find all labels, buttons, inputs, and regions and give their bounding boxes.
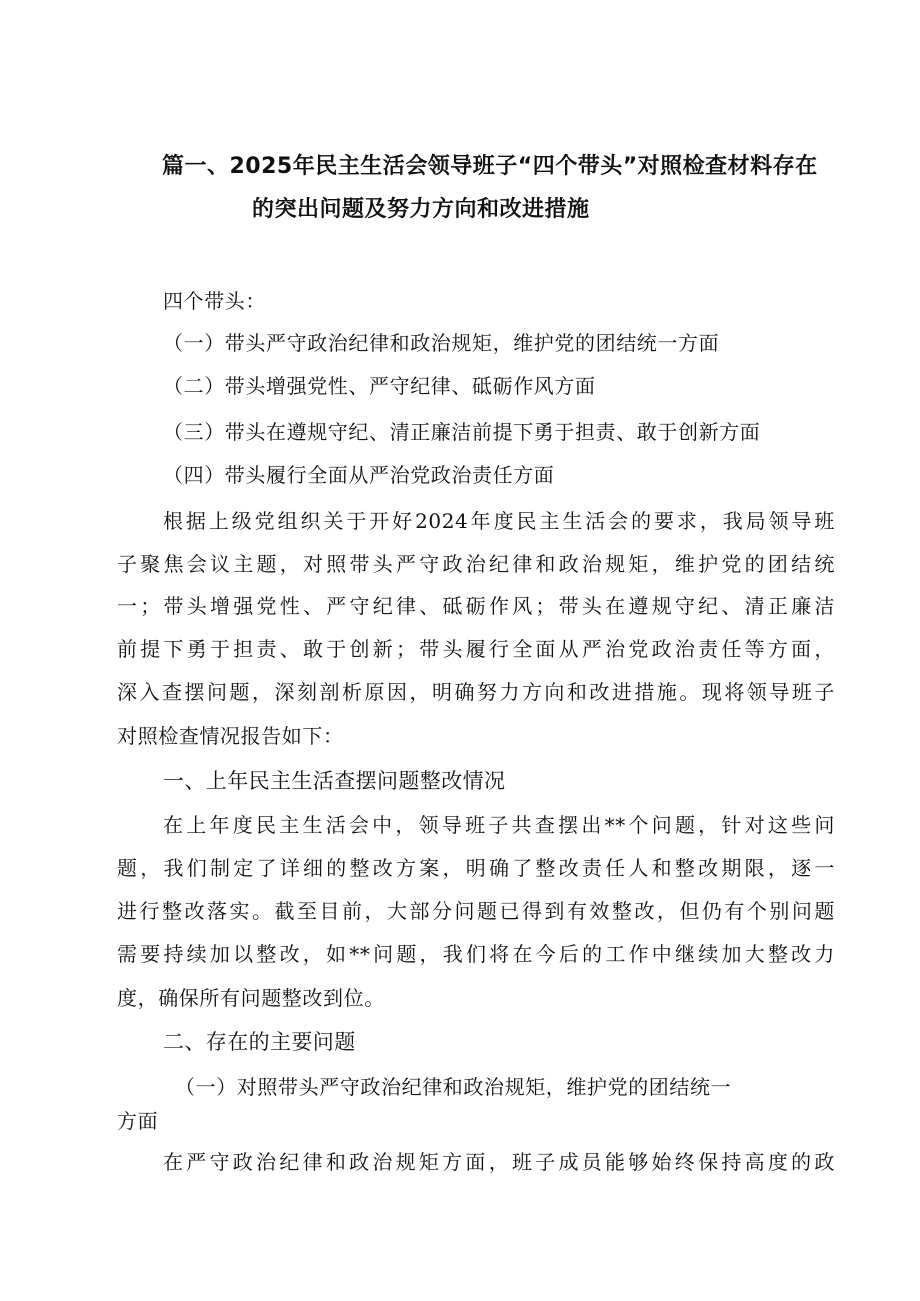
paragraph-line: 前提下勇于担责、敢于创新；带头履行全面从严治党政治责任等方面， xyxy=(117,637,835,661)
section-heading-2: 二、存在的主要问题 xyxy=(163,1030,356,1054)
list-item: （四）带头履行全面从严治党政治责任方面 xyxy=(163,463,555,487)
paragraph-line: 进行整改落实。截至目前，大部分问题已得到有效整改，但仍有个别问题 xyxy=(117,899,835,923)
list-item: （一）带头严守政治纪律和政治规矩，维护党的团结统一方面 xyxy=(163,331,720,355)
subsection-heading-line: （一）对照带头严守政治纪律和政治规矩，维护党的团结统一 xyxy=(175,1075,732,1099)
paragraph-line: 对照检查情况报告如下： xyxy=(117,724,344,748)
intro-label: 四个带头： xyxy=(163,289,266,313)
document-title-line-2: 的突出问题及努力方向和改进措施 xyxy=(252,197,590,222)
document-title-line-1: 篇一、2025年民主生活会领导班子“四个带头”对照检查材料存在 xyxy=(162,154,818,179)
paragraph-line: 一；带头增强党性、严守纪律、砥砺作风；带头在遵规守纪、清正廉洁 xyxy=(117,594,835,618)
paragraph-line: 子聚焦会议主题，对照带头严守政治纪律和政治规矩，维护党的团结统 xyxy=(117,552,835,576)
paragraph-line: 需要持续加以整改，如**问题，我们将在今后的工作中继续加大整改力 xyxy=(117,942,835,966)
paragraph-line: 题，我们制定了详细的整改方案，明确了整改责任人和整改期限，逐一 xyxy=(117,856,835,880)
list-item: （二）带头增强党性、严守纪律、砥砺作风方面 xyxy=(163,374,596,398)
paragraph-line: 深入查摆问题，深刻剖析原因，明确努力方向和改进措施。现将领导班子 xyxy=(117,680,835,704)
subsection-heading-line: 方面 xyxy=(117,1109,159,1133)
paragraph-line: 在上年度民主生活会中，领导班子共查摆出**个问题，针对这些问 xyxy=(163,813,835,837)
paragraph-line: 根据上级党组织关于开好2024年度民主生活会的要求，我局领导班 xyxy=(163,509,835,533)
list-item: （三）带头在遵规守纪、清正廉洁前提下勇于担责、敢于创新方面 xyxy=(163,420,761,444)
paragraph-line: 在严守政治纪律和政治规矩方面，班子成员能够始终保持高度的政 xyxy=(163,1150,835,1174)
section-heading-1: 一、上年民主生活查摆问题整改情况 xyxy=(163,769,506,793)
paragraph-line: 度，确保所有问题整改到位。 xyxy=(117,986,385,1010)
